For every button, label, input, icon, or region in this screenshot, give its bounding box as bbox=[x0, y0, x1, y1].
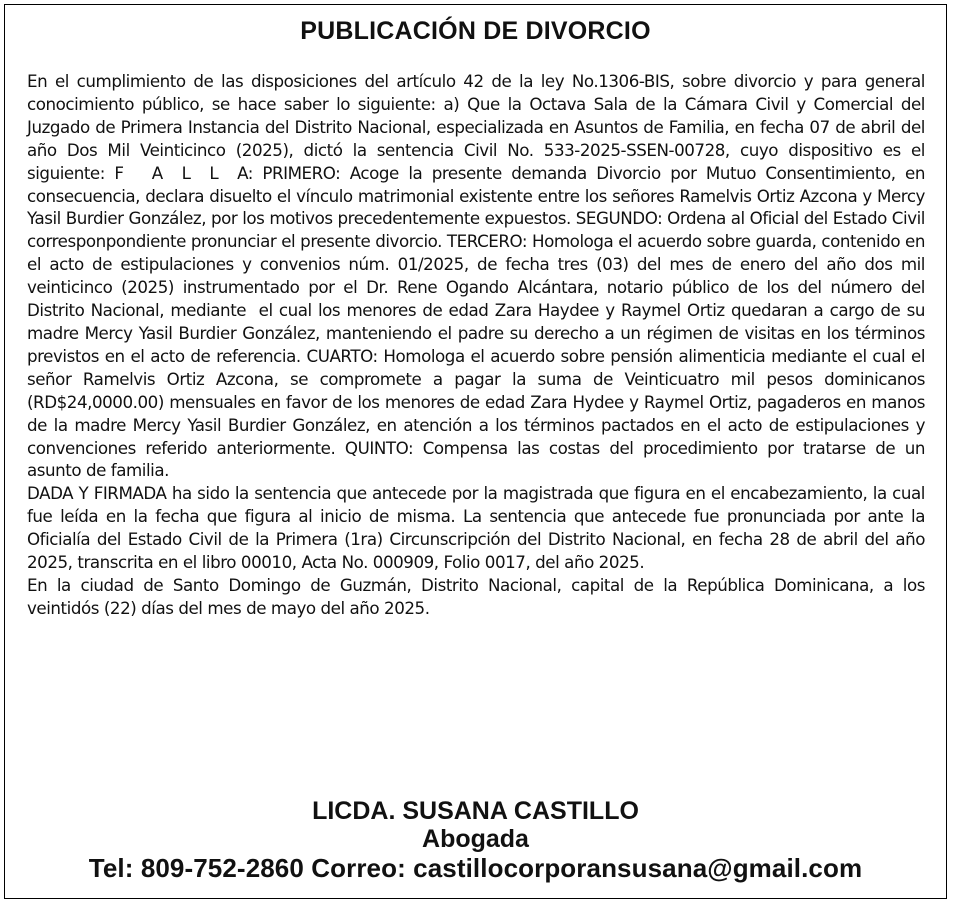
signatory-name: LICDA. SUSANA CASTILLO bbox=[312, 797, 639, 825]
notice-paragraph-signed: DADA Y FIRMADA ha sido la sentencia que antecede por la magistrada que figura en el encabezamiento, la cual fue leída en la fecha que figura al inicio de misma. La sentencia que antecede fue pronunciada por ante la Oficialía del Estado Civil de la Primera (1ra) Circunscripción del Distrito Nacional, en fecha 28 de abril del año 2025, transcrita en el libro 00010, Acta No. 000909, Folio 0017, del año 2025. bbox=[27, 483, 925, 573]
divorce-notice bbox=[4, 4, 947, 899]
notice-body bbox=[27, 70, 925, 620]
signatory-contact: Tel: 809-752-2860 Correo: castillocorporansusana@gmail.com bbox=[88, 853, 863, 883]
notice-title: PUBLICACIÓN DE DIVORCIO bbox=[300, 17, 651, 45]
notice-paragraph-place-date: En la ciudad de Santo Domingo de Guzmán, Distrito Nacional, capital de la República Dominicana, a los veintidós (22) días del mes de mayo del año 2025. bbox=[27, 574, 925, 618]
notice-paragraph-ruling: En el cumplimiento de las disposiciones del artículo 42 de la ley No.1306-BIS, sobre divorcio y para general conocimiento público, se hace saber lo siguiente: a) Que la Octava Sala de la Cámara Civil y Comercial del Juzgado de Primera Instancia del Distrito Nacional, especializada en Asuntos de Familia, en fecha 07 de abril del año Dos Mil Veinticinco (2025), dictó la sentencia Civil No. 533-2025-SSEN-00728, cuyo dispositivo es el siguiente: F A L L A: PRIMERO: Acoge la presente demanda Divorcio por Mutuo Consentimiento, en consecuencia, declara disuelto el vínculo matrimonial existente entre los señores Ramelvis Ortiz Azcona y Mercy Yasil Burdier González, por los motivos precedentemente expuestos. SEGUNDO: Ordena al Oficial del Estado Civil corresponpondiente pronunciar el presente divorcio. TERCERO: Homologa el acuerdo sobre guarda, contenido en el acto de estipulaciones y convenios núm. 01/2025, de fecha tres (03) del mes de enero del año dos mil veinticinco (2025) instrumentado por el Dr. Rene Ogando Alcántara, notario público de los del número del Distrito Nacional, mediante el cual los menores de edad Zara Haydee y Raymel Ortiz quedaran a cargo de su madre Mercy Yasil Burdier González, manteniendo el padre su derecho a un régimen de visitas en los términos previstos en el acto de referencia. CUARTO: Homologa el acuerdo sobre pensión alimenticia mediante el cual el señor Ramelvis Ortiz Azcona, se compromete a pagar la suma de Veinticuatro mil pesos dominicanos (RD$24,0000.00) mensuales en favor de los menores de edad Zara Hydee y Raymel Ortiz, pagaderos en manos de la madre Mercy Yasil Burdier González, en atención a los términos pactados en el acto de estipulaciones y convenciones referido anteriormente. QUINTO: Compensa las costas del procedimiento por tratarse de un asunto de familia. bbox=[27, 71, 925, 481]
signatory-role: Abogada bbox=[422, 825, 529, 853]
